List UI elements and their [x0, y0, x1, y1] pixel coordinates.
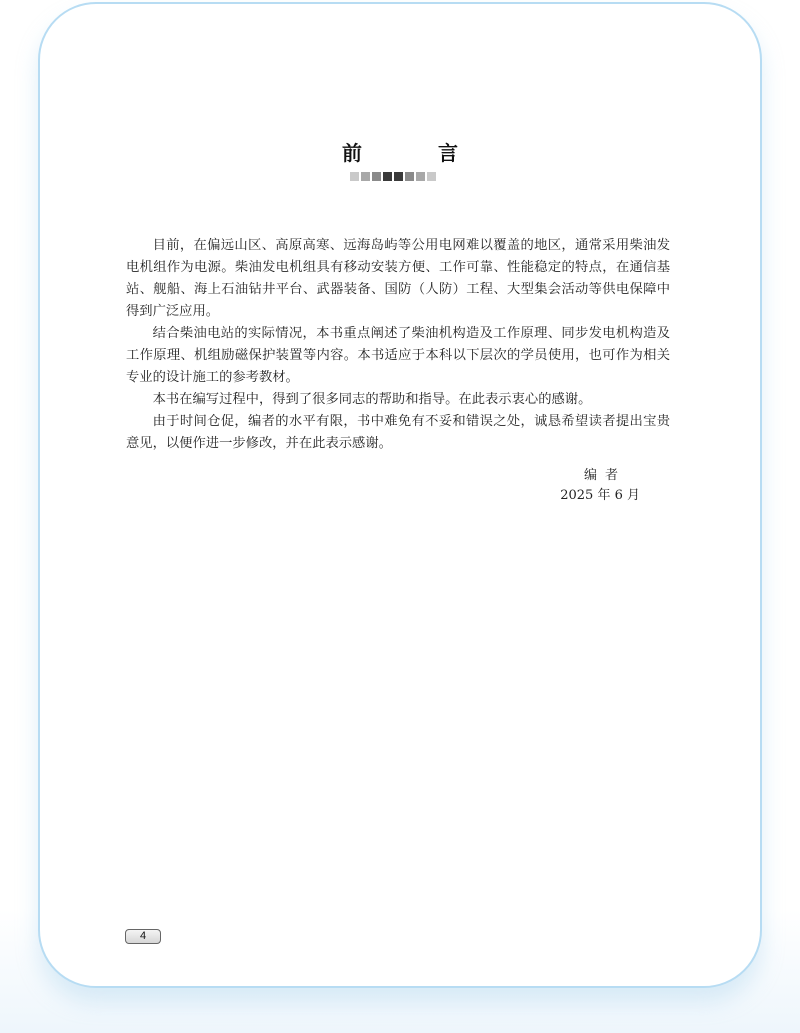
title-decoration-block: [350, 172, 359, 181]
preface-body: [126, 235, 670, 455]
page-number-badge: 4: [125, 929, 161, 944]
paragraph: 本书在编写过程中，得到了很多同志的帮助和指导。在此表示衷心的感谢。: [152, 392, 592, 407]
title-decoration-block: [372, 172, 381, 181]
title-decoration-block: [405, 172, 414, 181]
title-decoration-block: [427, 172, 436, 181]
signature-block: [540, 466, 640, 506]
title-decoration: [350, 172, 436, 181]
author-signature: 编者: [583, 468, 626, 483]
page-title: 前 言: [342, 141, 486, 165]
paragraph: 结合柴油电站的实际情况，本书重点阐述了柴油机构造及工作原理、同步发电机构造及工作原理、机组励磁保护装置等内容。本书适应于本科以下层次的学员使用，也可作为相关专业的设计施工的参考教材。: [126, 326, 670, 385]
title-decoration-block: [361, 172, 370, 181]
signature-date: 2025 年 6 月: [560, 488, 640, 503]
paragraph: 由于时间仓促，编者的水平有限，书中难免有不妥和错误之处，诚恳希望读者提出宝贵意见，以便作进一步修改，并在此表示感谢。: [126, 414, 670, 451]
title-decoration-block: [394, 172, 403, 181]
title-decoration-block: [383, 172, 392, 181]
title-decoration-block: [416, 172, 425, 181]
paragraph: 目前，在偏远山区、高原高寒、远海岛屿等公用电网难以覆盖的地区，通常采用柴油发电机组作为电源。柴油发电机组具有移动安装方便、工作可靠、性能稳定的特点，在通信基站、舰船、海上石油钻井平台、武器装备、国防（人防）工程、大型集会活动等供电保障中得到广泛应用。: [126, 238, 670, 319]
